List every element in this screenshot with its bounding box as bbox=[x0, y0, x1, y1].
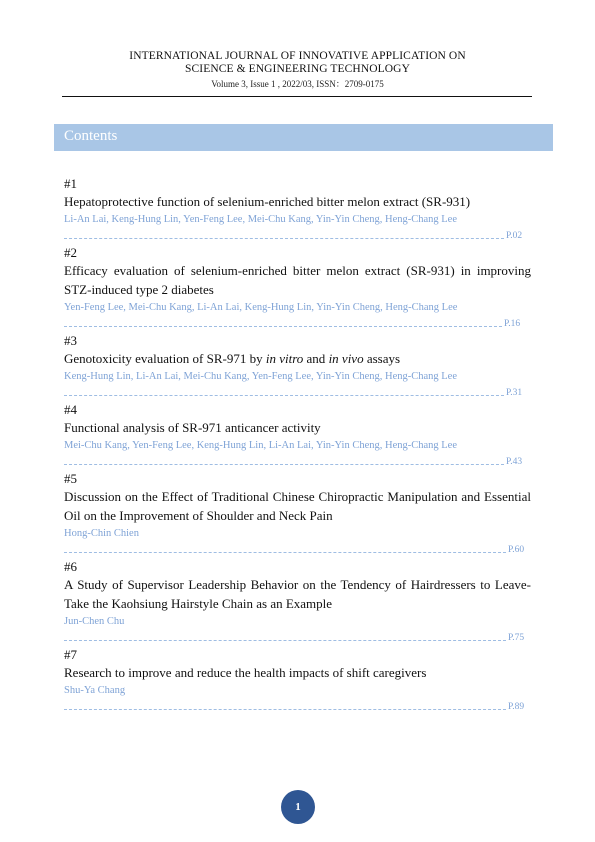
dotted-leader bbox=[64, 640, 506, 641]
dotted-leader bbox=[64, 464, 504, 465]
entry-page: P.89 bbox=[508, 702, 525, 712]
entry-title[interactable]: Hepatoprotective function of selenium-enriched bitter melon extract (SR-931) bbox=[64, 194, 471, 209]
page-number-badge bbox=[281, 790, 315, 824]
entry-authors: Shu-Ya Chang bbox=[64, 685, 126, 696]
entry-page: P.31 bbox=[506, 388, 523, 398]
entry-number: #3 bbox=[64, 333, 77, 348]
entry-leader bbox=[64, 456, 531, 470]
entry-page: P.43 bbox=[506, 457, 523, 467]
entry-title[interactable]: Research to improve and reduce the health impacts of shift caregivers bbox=[64, 665, 427, 680]
entry-number: #1 bbox=[64, 176, 77, 191]
toc-entry-2[interactable] bbox=[64, 244, 531, 332]
entry-title-part: Genotoxicity evaluation of SR-971 by bbox=[64, 351, 266, 366]
entry-number: #5 bbox=[64, 471, 77, 486]
entry-leader bbox=[64, 544, 531, 558]
page-number: 1 bbox=[295, 801, 301, 813]
entry-authors: Mei-Chu Kang, Yen-Feng Lee, Keng-Hung Lin, Li-An Lai, Yin-Yin Cheng, Heng-Chang Lee bbox=[64, 440, 457, 451]
entry-leader bbox=[64, 701, 531, 715]
entry-title[interactable] bbox=[64, 349, 531, 368]
entry-title[interactable]: Discussion on the Effect of Traditional Chinese Chiropractic Manipulation and Essential Oil on the Improvement of Shoulder and Neck Pain bbox=[64, 489, 531, 523]
entry-title-part: and bbox=[303, 351, 329, 366]
entry-number: #4 bbox=[64, 402, 77, 417]
dotted-leader bbox=[64, 709, 506, 710]
journal-header bbox=[0, 50, 595, 90]
entry-page: P.75 bbox=[508, 633, 525, 643]
entry-title[interactable]: A Study of Supervisor Leadership Behavior on the Tendency of Hairdressers to Leave-Take the Kaohsiung Hairstyle Chain as an Example bbox=[64, 577, 531, 611]
toc-entry-5[interactable] bbox=[64, 470, 531, 558]
entry-title-italic: in vitro bbox=[265, 351, 304, 366]
entry-authors: Li-An Lai, Keng-Hung Lin, Yen-Feng Lee, Mei-Chu Kang, Yin-Yin Cheng, Heng-Chang Lee bbox=[64, 214, 457, 225]
toc-entry-3[interactable] bbox=[64, 332, 531, 401]
entry-authors: Jun-Chen Chu bbox=[64, 616, 125, 627]
dotted-leader bbox=[64, 552, 506, 553]
entry-page: P.02 bbox=[506, 231, 523, 241]
contents-heading: Contents bbox=[64, 128, 118, 144]
entry-title[interactable]: Efficacy evaluation of selenium-enriched bitter melon extract (SR-931) in improving STZ-induced type 2 diabetes bbox=[64, 263, 531, 297]
journal-title-line2: SCIENCE & ENGINEERING TECHNOLOGY bbox=[185, 63, 410, 75]
toc-entry-1[interactable] bbox=[64, 175, 531, 244]
journal-volume-issn: Volume 3, Issue 1 , 2022/03, ISSN：2709-0175 bbox=[211, 79, 384, 89]
contents-heading-bar bbox=[54, 124, 553, 151]
toc-entry-4[interactable] bbox=[64, 401, 531, 470]
entry-number: #2 bbox=[64, 245, 77, 260]
entry-authors: Hong-Chin Chien bbox=[64, 528, 139, 539]
entry-leader bbox=[64, 632, 531, 646]
entry-leader bbox=[64, 230, 531, 244]
journal-title-line1: INTERNATIONAL JOURNAL OF INNOVATIVE APPLICATION ON bbox=[129, 50, 466, 62]
entry-authors: Keng-Hung Lin, Li-An Lai, Mei-Chu Kang, Yen-Feng Lee, Yin-Yin Cheng, Heng-Chang Lee bbox=[64, 371, 457, 382]
entry-number: #7 bbox=[64, 647, 77, 662]
entry-authors: Yen-Feng Lee, Mei-Chu Kang, Li-An Lai, Keng-Hung Lin, Yin-Yin Cheng, Heng-Chang Lee bbox=[64, 302, 458, 313]
entry-title-italic: in vivo bbox=[328, 351, 364, 366]
entry-title[interactable]: Functional analysis of SR-971 anticancer activity bbox=[64, 420, 321, 435]
toc-entry-6[interactable] bbox=[64, 558, 531, 646]
entry-leader bbox=[64, 387, 531, 401]
entry-page: P.60 bbox=[508, 545, 525, 555]
entry-page: P.16 bbox=[504, 319, 521, 329]
table-of-contents bbox=[64, 175, 531, 715]
header-divider bbox=[62, 96, 532, 97]
dotted-leader bbox=[64, 326, 502, 327]
dotted-leader bbox=[64, 395, 504, 396]
entry-leader bbox=[64, 318, 531, 332]
entry-title-part: assays bbox=[363, 351, 401, 366]
entry-number: #6 bbox=[64, 559, 77, 574]
dotted-leader bbox=[64, 238, 504, 239]
toc-entry-7[interactable] bbox=[64, 646, 531, 715]
